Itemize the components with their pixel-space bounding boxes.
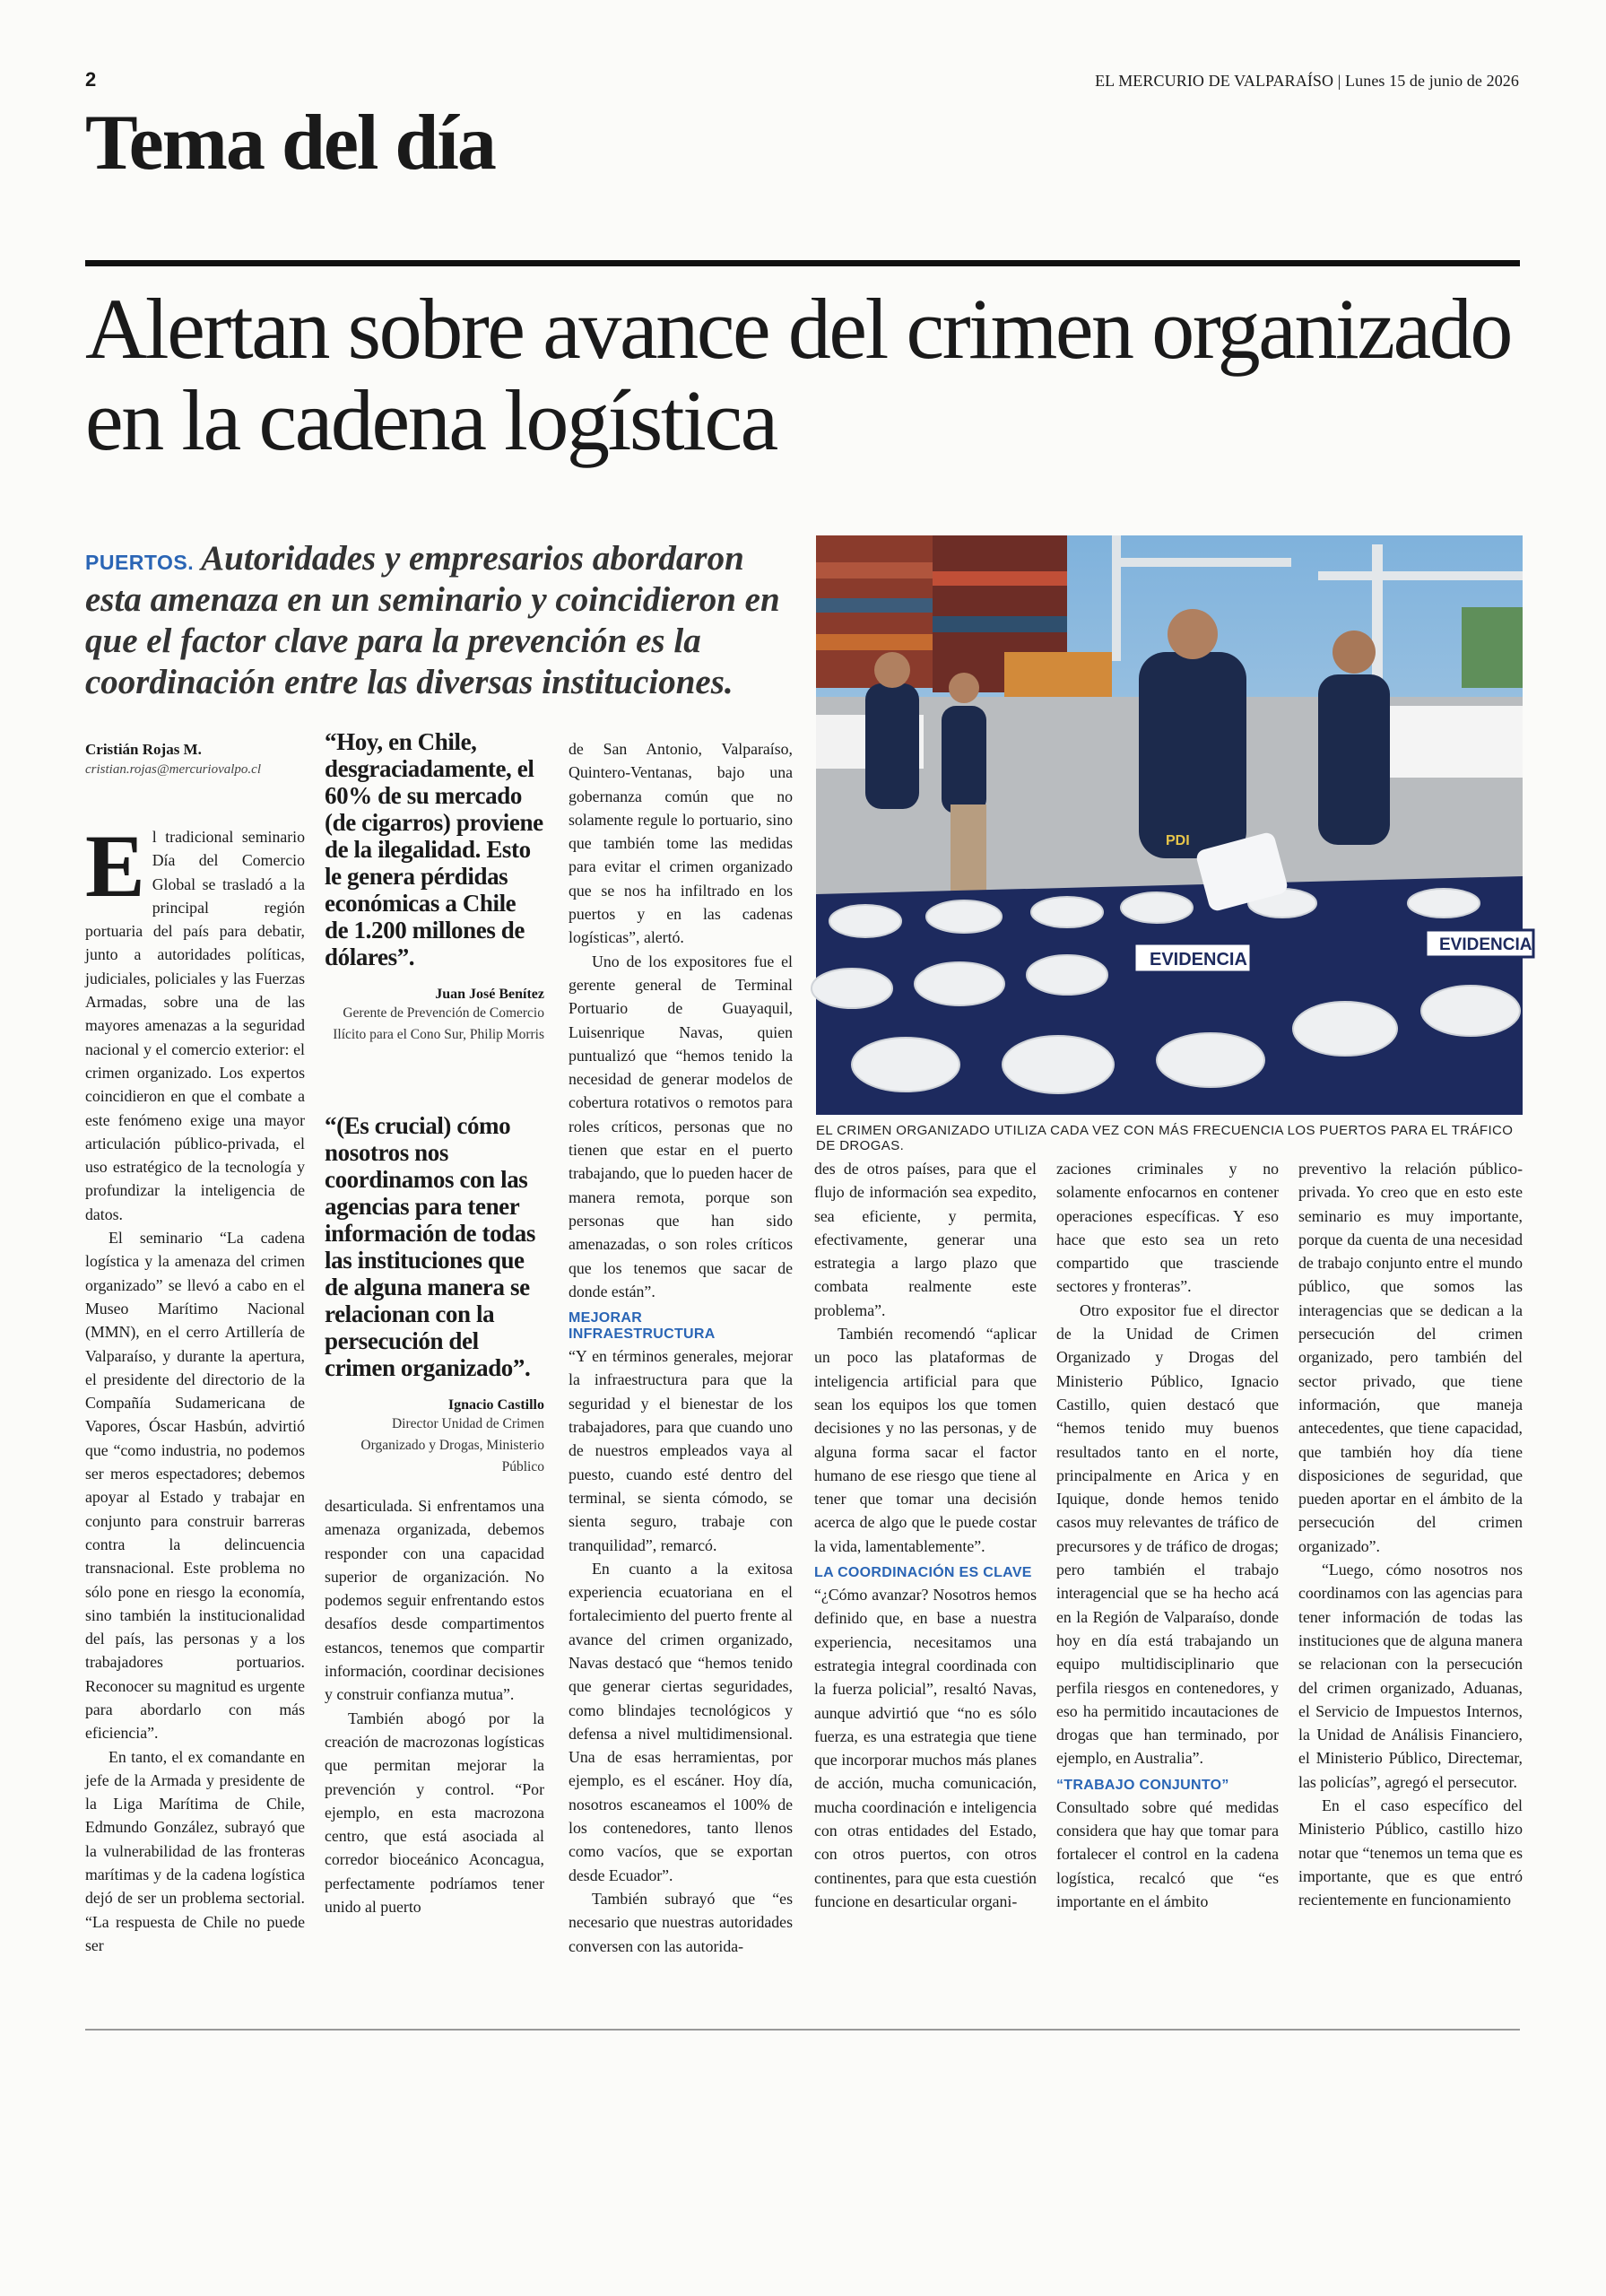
column-4 (814, 1157, 1037, 1913)
paragraph: También recomendó “aplicar un poco las plataformas de inteligencia artificial para que sean los equipos los que tomen decisiones y no las personas, y de alguna forma sacar el factor humano de ese riesgo que tiene al tener que tomar una decisión acerca de algo que le puede costar la vida, lamentablemente”. (814, 1325, 1037, 1555)
column-6 (1298, 1157, 1523, 1912)
paragraph: “Luego, cómo nosotros nos coordinamos con las agencias para tener información de todas las instituciones que de alguna manera se relacionan con la persecución del crimen organizado, Aduanas, el Servicio de Impuestos Internos, la Unidad de Análisis Financiero, el Ministerio Público, Directemar, las policías”, agregó el persecutor. (1298, 1561, 1523, 1791)
author-email[interactable]: cristian.rojas@mercuriovalpo.cl (85, 762, 262, 777)
paragraph: “¿Cómo avanzar? Nosotros hemos definido que, en base a nuestra experiencia, necesitamos una estrategia integral coordinada con la fuerza policial”, resaltó Navas, aunque advirtió que “no es sólo fuerza, es una estrategia que tiene que incorporar muchos más planes de acción, mucha comunicación, mucha coordinación e inteligencia con otras entidades del Estado, con otros puertos, con otros continentes, para que esta cuestión funcione en desarticular organi- (814, 1586, 1037, 1910)
column-2 (325, 1494, 544, 1918)
pull-quote-2 (325, 1112, 544, 1478)
subheading-coordinacion: LA COORDINACIÓN ES CLAVE (814, 1565, 1032, 1581)
pull-quote-1 (325, 728, 544, 1046)
paragraph: En tanto, el ex comandante en jefe de la Armada y presidente de la Liga Marítima de Chile, Edmundo González, subrayó que la vulnerabilidad de las fronteras marítimas y de la cadena logística dejó de ser un problema sectorial. “La respuesta de Chile no puede ser (85, 1747, 305, 1954)
subheading-trabajo-conjunto: “TRABAJO CONJUNTO” (1056, 1777, 1229, 1793)
paragraph: En cuanto a la exitosa experiencia ecuatoriana en el fortalecimiento del puerto frente al avance del crimen organizado, Navas destacó que “hemos tenido que generar ciertas seguridades, como blindajes tecnológicos y defensa a nivel multidimensional. Una de esas herramientas, por ejemplo, es el escáner. Hoy día, nosotros escaneamos el 100% de los contenedores, tanto llenos como vacíos, que se exportan desde Ecuador”. (569, 1559, 793, 1884)
column-3 (569, 737, 793, 1958)
paragraph: de San Antonio, Valparaíso, Quintero-Ventanas, bajo una gobernanza común que no solamente regule lo portuario, sino que también tome las medidas para evitar el crimen organizado que se nos ha infiltrado en los puertos y en las cadenas logísticas”, alertó. (569, 740, 793, 947)
top-rule (85, 260, 1520, 266)
photo (816, 535, 1532, 1115)
paragraph: des de otros países, para que el flujo de información sea expedito, sea eficiente, y permita, efectivamente, generar una estrategia a largo plazo que combata realmente este problema”. (814, 1160, 1037, 1319)
paragraph: Otro expositor fue el director de la Unidad de Crimen Organizado y Drogas del Ministerio Público, Ignacio Castillo, quien destacó que “hemos tenido muy buenos resultados tanto en el norte, principalmente en Arica y en Iquique, donde hemos tenido casos muy relevantes de tráfico de precursores y de tráfico de drogas; pero también el trabajo interagencial que se ha hecho acá en la Región de Valparaíso, donde hoy en día está trabajando un equipo multidisciplinario que perfila riesgos en contenedores, y eso ha permitido incautaciones de drogas que han terminado, por ejemplo, en Australia”. (1056, 1300, 1279, 1768)
kicker (85, 538, 785, 703)
vest-label: PDI (1166, 833, 1190, 848)
evidence-sign-left: EVIDENCIA (1150, 950, 1247, 970)
quote-text: “Hoy, en Chile, desgraciadamente, el 60% de su mercado (de cigarros) proviene de la ilegalidad. Esto le genera pérdidas económicas a Chile de 1.200 millones de dólares”. (325, 728, 543, 970)
quote-name: Juan José Benítez (435, 987, 544, 1002)
quote-name: Ignacio Castillo (447, 1397, 544, 1413)
paragraph: El seminario “La cadena logística y la amenaza del crimen organizado” se llevó a cabo en el Museo Marítimo Nacional (MMN), en el cerro Artillería de Valparaíso, y durante la apertura, el presidente del directorio de la Compañía Sudamericana de Vapores, Óscar Hasbún, advirtió que “como industria, no podemos ser meros espectadores; debemos apoyar al Estado y trabajar en conjunto para construir barreras contra la delincuencia transnacional. Este problema no sólo pone en riesgo la economía, sino también la institucionalidad del país, las personas y a los trabajadores portuarios. Reconocer su magnitud es urgente para abordarlo con más eficiencia”. (85, 1229, 305, 1743)
quote-role: Gerente de Prevención de Comercio Ilícito para el Cono Sur, Philip Morris (333, 1005, 544, 1042)
paragraph: preventivo la relación público-privada. Yo creo que en esto este seminario es muy importante, porque da cuenta de una necesidad de trabajo conjunto entre el mundo público, que somos las interagencias que se dedican a la persecución del crimen organizado, pero también del sector privado, que tiene información, que maneja antecedentes, que tiene capacidad, que también hoy día tiene disposiciones de seguridad, que pueden aportar en el ámbito de la persecución del crimen organizado”. (1298, 1160, 1523, 1555)
police-evidence-photo (816, 535, 1532, 1115)
headline: Alertan sobre avance del crimen organizado en la cadena logística (85, 281, 1511, 468)
kicker-tag: PUERTOS. (85, 551, 195, 574)
column-5 (1056, 1157, 1279, 1913)
paragraph: Consultado sobre qué medidas considera que hay que tomar para fortalecer el control en la cadena logística, recalcó que “es importante en el ámbito (1056, 1797, 1279, 1910)
quote-role: Director Unidad de Crimen Organizado y Drogas, Ministerio Público (360, 1416, 544, 1474)
bottom-rule (85, 2029, 1520, 2031)
evidence-sign-right: EVIDENCIA (1439, 935, 1532, 954)
paragraph: En el caso específico del Ministerio Público, castillo hizo notar que “tenemos un tema que es importante, que es que entró recientemente en funcionamiento (1298, 1796, 1523, 1909)
subheading-infraestructura: MEJORAR INFRAESTRUCTURA (569, 1310, 716, 1343)
masthead: EL MERCURIO DE VALPARAÍSO | Lunes 15 de junio de 2026 (1095, 72, 1519, 90)
page-number: 2 (85, 68, 97, 91)
paragraph: Uno de los expositores fue el gerente general de Terminal Portuario de Guayaquil, Luisenrique Navas, quien puntualizó que “hemos tenido la necesidad de generar modelos de cobertura rotativos o remotos para roles críticos, personas que no tienen que estar en el puerto trabajando, que lo pueden hacer de manera remota, porque son personas que han sido amenazadas, o son roles críticos que los tenemos que sacar de donde están”. (569, 952, 793, 1300)
photo-caption: EL CRIMEN ORGANIZADO UTILIZA CADA VEZ CON MÁS FRECUENCIA LOS PUERTOS PARA EL TRÁFICO DE DROGAS. (816, 1123, 1514, 1153)
kicker-text: Autoridades y empresarios abordaron esta amenaza en un seminario y coincidieron en que el factor clave para la prevención es la coordinación entre las diversas instituciones. (85, 539, 780, 701)
paragraph: l tradicional seminario Día del Comercio Global se trasladó a la principal región portuaria del país para debatir, junto a autoridades políticas, judiciales, policiales y las Fuerzas Armadas, sobre una de las mayores amenazas a la seguridad nacional y el comercio exterior: el crimen organizado. Los expertos coincidieron en que el combate a este fenómeno exige una mayor articulación público-privada, el uso estratégico de la tecnología y profundizar la inteligencia de datos. (85, 828, 305, 1223)
paragraph: También abogó por la creación de macrozonas logísticas que permitan mejorar la prevención y control. “Por ejemplo, en esta macrozona centro, que está asociada al corredor bioceánico Aconcagua, perfectamente podríamos tener unido al puerto (325, 1709, 544, 1917)
section-title: Tema del día (85, 100, 495, 187)
author-name: Cristián Rojas M. (85, 741, 202, 758)
quote-text: “(Es crucial) cómo nosotros nos coordinamos con las agencias para tener información de todas las instituciones que de alguna manera se relacionan con la persecución del crimen organizado”. (325, 1112, 536, 1381)
paragraph: “Y en términos generales, mejorar la infraestructura para que la seguridad y el bienestar de los trabajadores, para que cuando uno de nuestros empleados vaya al puesto, cuando esté dentro del terminal, se sienta cómodo, se sienta seguro, trabaje con tranquilidad”, remarcó. (569, 1347, 793, 1554)
paragraph: También subrayó que “es necesario que nuestras autoridades conversen con las autorida- (569, 1889, 793, 1955)
paragraph: zaciones criminales y no solamente enfocarnos en contener operaciones específicas. Y eso hace que esto sea un reto compartido que trasciende sectores y fronteras”. (1056, 1160, 1279, 1296)
column-1 (85, 816, 305, 1957)
paragraph: desarticulada. Si enfrentamos una amenaza organizada, debemos responder con una capacidad superior de organización. No podemos seguir enfrentando estos desafíos desde compartimentos estancos, tenemos que compartir información, coordinar decisiones y construir confianza mutua”. (325, 1497, 544, 1704)
dropcap: E (85, 816, 145, 916)
byline (85, 741, 300, 778)
